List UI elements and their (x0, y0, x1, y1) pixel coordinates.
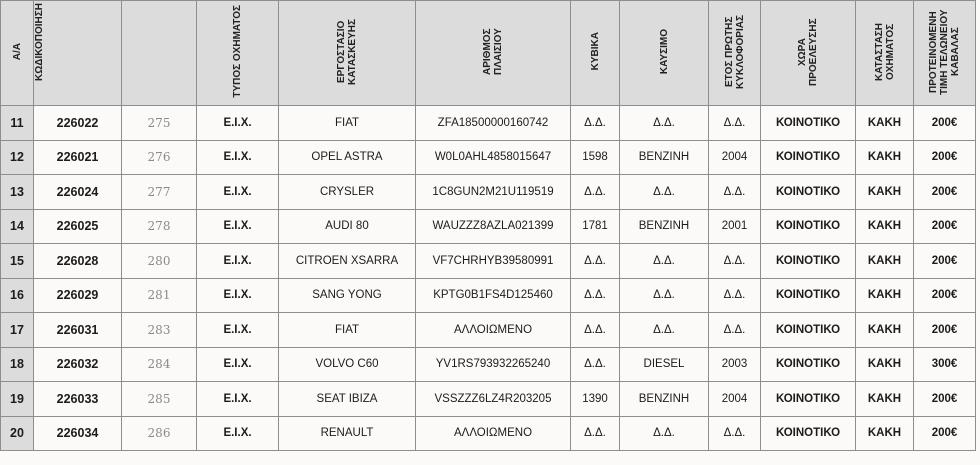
cell-fuel: ΒΕΝΖΙΝΗ (620, 209, 709, 244)
cell-condition: ΚΑΚΗ (856, 313, 914, 348)
cell-chassis: ZFA18500000160742 (416, 106, 571, 141)
cell-year: 2004 (709, 140, 761, 175)
cell-condition: ΚΑΚΗ (856, 278, 914, 313)
cell-year: 2004 (709, 382, 761, 417)
cell-origin: ΚΟΙΝΟΤΙΚΟ (761, 244, 856, 279)
header-row (1, 1, 976, 106)
cell-aa: 11 (1, 106, 34, 141)
cell-maker: CITROEN XSARRA (279, 244, 416, 279)
cell-chassis: VSSZZZ6LZ4R203205 (416, 382, 571, 417)
cell-aa: 20 (1, 416, 34, 451)
cell-code: 226033 (34, 382, 122, 417)
cell-hand: 275 (122, 106, 197, 141)
cell-type: Ε.Ι.Χ. (197, 175, 279, 210)
cell-fuel: Δ.Δ. (620, 313, 709, 348)
cell-hand: 283 (122, 313, 197, 348)
cell-maker: CRYSLER (279, 175, 416, 210)
cell-chassis: YV1RS793932265240 (416, 347, 571, 382)
cell-cc: Δ.Δ. (571, 416, 620, 451)
header-extra (122, 1, 197, 106)
cell-type: Ε.Ι.Χ. (197, 382, 279, 417)
cell-year: 2001 (709, 209, 761, 244)
cell-chassis: ΑΛΛΟΙΩΜΕΝΟ (416, 313, 571, 348)
cell-origin: ΚΟΙΝΟΤΙΚΟ (761, 140, 856, 175)
cell-aa: 15 (1, 244, 34, 279)
cell-fuel: Δ.Δ. (620, 278, 709, 313)
cell-origin: ΚΟΙΝΟΤΙΚΟ (761, 382, 856, 417)
cell-cc: Δ.Δ. (571, 347, 620, 382)
cell-cc: Δ.Δ. (571, 244, 620, 279)
cell-origin: ΚΟΙΝΟΤΙΚΟ (761, 175, 856, 210)
cell-origin: ΚΟΙΝΟΤΙΚΟ (761, 347, 856, 382)
table-row (1, 175, 976, 210)
cell-type: Ε.Ι.Χ. (197, 313, 279, 348)
table-row (1, 244, 976, 279)
cell-type: Ε.Ι.Χ. (197, 347, 279, 382)
header-price: ΠΡΟΤΕΙΝΟΜΕΝΗ ΤΙΜΗ ΤΕΛΩΝΕΙΟΥ ΚΑΒΑΛΑΣ (914, 1, 976, 106)
cell-cc: 1598 (571, 140, 620, 175)
cell-code: 226028 (34, 244, 122, 279)
cell-code: 226021 (34, 140, 122, 175)
header-code: ΚΩΔΙΚΟΠΟΙΗΣΗ (34, 1, 122, 106)
cell-aa: 17 (1, 313, 34, 348)
cell-hand: 277 (122, 175, 197, 210)
cell-fuel: ΒΕΝΖΙΝΗ (620, 382, 709, 417)
cell-type: Ε.Ι.Χ. (197, 209, 279, 244)
header-year: ΕΤΟΣ ΠΡΩΤΗΣ ΚΥΚΛΟΦΟΡΙΑΣ (709, 1, 761, 106)
cell-price: 200€ (914, 209, 976, 244)
cell-price: 300€ (914, 347, 976, 382)
cell-price: 200€ (914, 382, 976, 417)
cell-origin: ΚΟΙΝΟΤΙΚΟ (761, 278, 856, 313)
table-row (1, 347, 976, 382)
cell-chassis: 1C8GUN2M21U119519 (416, 175, 571, 210)
cell-type: Ε.Ι.Χ. (197, 106, 279, 141)
cell-maker: VOLVO C60 (279, 347, 416, 382)
cell-hand: 278 (122, 209, 197, 244)
cell-condition: ΚΑΚΗ (856, 382, 914, 417)
cell-origin: ΚΟΙΝΟΤΙΚΟ (761, 416, 856, 451)
cell-type: Ε.Ι.Χ. (197, 416, 279, 451)
cell-fuel: ΒΕΝΖΙΝΗ (620, 140, 709, 175)
cell-price: 200€ (914, 278, 976, 313)
cell-cc: 1390 (571, 382, 620, 417)
cell-origin: ΚΟΙΝΟΤΙΚΟ (761, 106, 856, 141)
table-row (1, 106, 976, 141)
cell-year: 2003 (709, 347, 761, 382)
cell-origin: ΚΟΙΝΟΤΙΚΟ (761, 209, 856, 244)
cell-cc: Δ.Δ. (571, 278, 620, 313)
cell-chassis: W0L0AHL4858015647 (416, 140, 571, 175)
cell-hand: 281 (122, 278, 197, 313)
cell-year: Δ.Δ. (709, 106, 761, 141)
cell-maker: OPEL ASTRA (279, 140, 416, 175)
cell-fuel: Δ.Δ. (620, 416, 709, 451)
cell-fuel: Δ.Δ. (620, 244, 709, 279)
table-row (1, 382, 976, 417)
cell-price: 200€ (914, 416, 976, 451)
cell-fuel: DIESEL (620, 347, 709, 382)
cell-fuel: Δ.Δ. (620, 106, 709, 141)
cell-aa: 14 (1, 209, 34, 244)
cell-price: 200€ (914, 175, 976, 210)
cell-aa: 16 (1, 278, 34, 313)
cell-condition: ΚΑΚΗ (856, 140, 914, 175)
cell-price: 200€ (914, 106, 976, 141)
cell-maker: AUDI 80 (279, 209, 416, 244)
cell-chassis: ΑΛΛΟΙΩΜΕΝΟ (416, 416, 571, 451)
cell-hand: 284 (122, 347, 197, 382)
header-condition: ΚΑΤΑΣΤΑΣΗ ΟΧΗΜΑΤΟΣ (856, 1, 914, 106)
cell-code: 226029 (34, 278, 122, 313)
cell-cc: Δ.Δ. (571, 175, 620, 210)
header-chassis: ΑΡΙΘΜΟΣ ΠΛΑΙΣΙΟΥ (416, 1, 571, 106)
cell-condition: ΚΑΚΗ (856, 244, 914, 279)
table-row (1, 209, 976, 244)
header-aa: Α/Α (1, 1, 34, 106)
cell-chassis: VF7CHRHYB39580991 (416, 244, 571, 279)
cell-type: Ε.Ι.Χ. (197, 244, 279, 279)
cell-chassis: WAUZZZ8AZLA021399 (416, 209, 571, 244)
cell-type: Ε.Ι.Χ. (197, 140, 279, 175)
cell-aa: 19 (1, 382, 34, 417)
cell-aa: 12 (1, 140, 34, 175)
cell-hand: 285 (122, 382, 197, 417)
cell-maker: FIAT (279, 313, 416, 348)
cell-fuel: Δ.Δ. (620, 175, 709, 210)
cell-code: 226031 (34, 313, 122, 348)
cell-condition: ΚΑΚΗ (856, 347, 914, 382)
cell-code: 226034 (34, 416, 122, 451)
header-maker: ΕΡΓΟΣΤΑΣΙΟ ΚΑΤΑΣΚΕΥΗΣ (279, 1, 416, 106)
cell-code: 226022 (34, 106, 122, 141)
cell-cc: 1781 (571, 209, 620, 244)
cell-cc: Δ.Δ. (571, 106, 620, 141)
cell-year: Δ.Δ. (709, 278, 761, 313)
header-cc: ΚΥΒΙΚΑ (571, 1, 620, 106)
cell-maker: RENAULT (279, 416, 416, 451)
table-row (1, 313, 976, 348)
cell-condition: ΚΑΚΗ (856, 416, 914, 451)
header-fuel: ΚΑΥΣΙΜΟ (620, 1, 709, 106)
cell-price: 200€ (914, 140, 976, 175)
cell-maker: FIAT (279, 106, 416, 141)
cell-condition: ΚΑΚΗ (856, 209, 914, 244)
cell-maker: SEAT IBIZA (279, 382, 416, 417)
cell-year: Δ.Δ. (709, 313, 761, 348)
cell-hand: 280 (122, 244, 197, 279)
cell-code: 226024 (34, 175, 122, 210)
cell-hand: 276 (122, 140, 197, 175)
cell-condition: ΚΑΚΗ (856, 106, 914, 141)
table-row (1, 140, 976, 175)
cell-type: Ε.Ι.Χ. (197, 278, 279, 313)
table-row (1, 278, 976, 313)
cell-year: Δ.Δ. (709, 244, 761, 279)
cell-code: 226025 (34, 209, 122, 244)
cell-chassis: KPTG0B1FS4D125460 (416, 278, 571, 313)
cell-price: 200€ (914, 244, 976, 279)
cell-aa: 18 (1, 347, 34, 382)
cell-year: Δ.Δ. (709, 416, 761, 451)
header-origin: ΧΩΡΑ ΠΡΟΕΛΕΥΣΗΣ (761, 1, 856, 106)
header-type: ΤΥΠΟΣ ΟΧΗΜΑΤΟΣ (197, 1, 279, 106)
cell-code: 226032 (34, 347, 122, 382)
cell-aa: 13 (1, 175, 34, 210)
table-row (1, 416, 976, 451)
cell-origin: ΚΟΙΝΟΤΙΚΟ (761, 313, 856, 348)
cell-maker: SANG YONG (279, 278, 416, 313)
cell-hand: 286 (122, 416, 197, 451)
cell-cc: Δ.Δ. (571, 313, 620, 348)
cell-condition: ΚΑΚΗ (856, 175, 914, 210)
cell-year: Δ.Δ. (709, 175, 761, 210)
cell-price: 200€ (914, 313, 976, 348)
